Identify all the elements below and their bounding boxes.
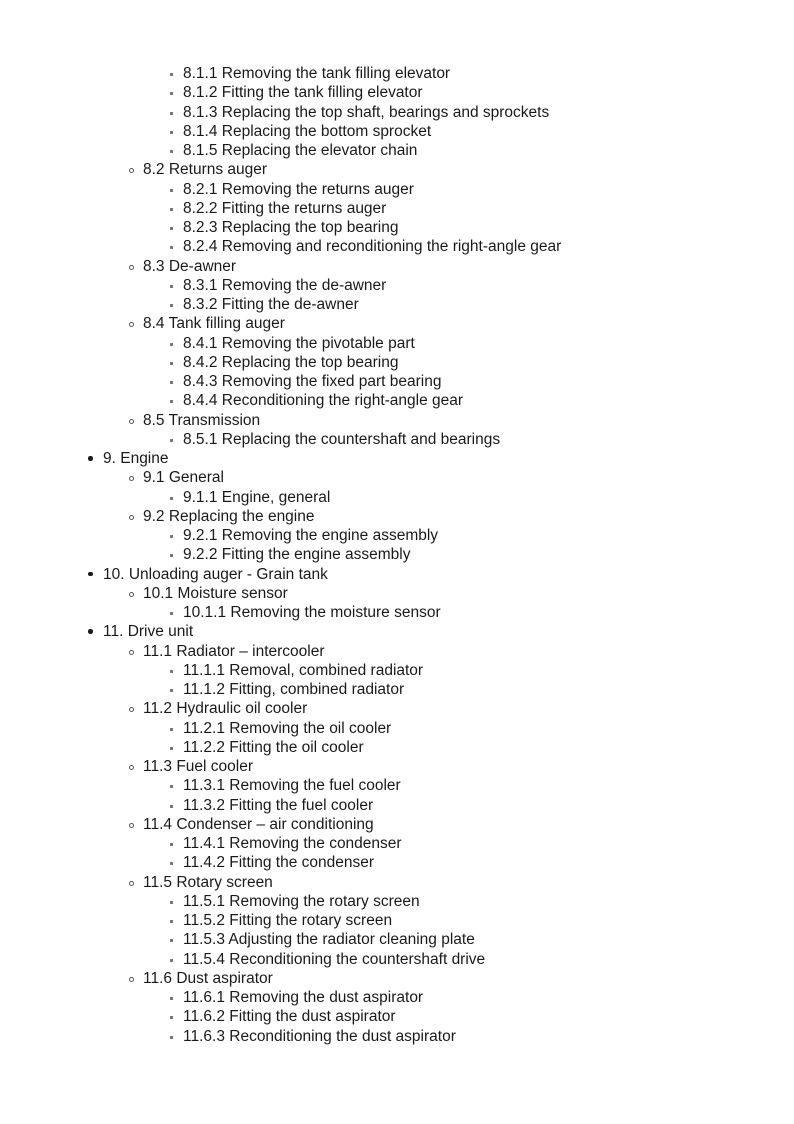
toc-item-level-2[interactable] [0, 314, 794, 333]
toc-item-label: 11.5.4 Reconditioning the countershaft drive [183, 950, 486, 968]
toc-item-label: 9. Engine [103, 450, 169, 467]
toc-item-label: 9.1 General [143, 469, 224, 487]
table-of-contents [0, 64, 794, 1046]
toc-item-label: 8.3 De-awner [143, 257, 237, 275]
toc-item-level-3[interactable] [0, 603, 794, 622]
toc-item-label: 11.5.1 Removing the rotary screen [183, 892, 420, 910]
toc-item-level-3[interactable] [0, 218, 794, 237]
toc-item-level-3[interactable] [0, 738, 794, 757]
toc-item-level-3[interactable] [0, 64, 794, 83]
toc-item-label: 8.3.2 Fitting the de-awner [183, 296, 359, 313]
toc-item-label: 8.4.3 Removing the fixed part bearing [183, 373, 442, 390]
toc-item-label: 11.5.2 Fitting the rotary screen [183, 912, 393, 929]
toc-item-label: 11.3.2 Fitting the fuel cooler [183, 796, 374, 814]
toc-item-label: 11.6 Dust aspirator [143, 969, 273, 987]
toc-item-label: 8.1.4 Replacing the bottom sprocket [183, 122, 432, 140]
toc-item-level-2[interactable] [0, 757, 794, 776]
toc-item-label: 8.1.5 Replacing the elevator chain [183, 142, 418, 159]
toc-item-level-3[interactable] [0, 661, 794, 680]
toc-item-label: 8.1.1 Removing the tank filling elevator [183, 65, 451, 82]
toc-item-label: 8.5 Transmission [143, 411, 261, 429]
toc-item-level-3[interactable] [0, 776, 794, 795]
toc-item-label: 8.2.3 Replacing the top bearing [183, 219, 399, 236]
toc-item-label: 11.4.1 Removing the condenser [183, 835, 402, 852]
toc-item-level-2[interactable] [0, 699, 794, 718]
toc-item-label: 10.1.1 Removing the moisture sensor [183, 604, 441, 621]
toc-item-level-3[interactable] [0, 526, 794, 545]
toc-item-level-3[interactable] [0, 103, 794, 122]
toc-item-level-3[interactable] [0, 680, 794, 699]
toc-item-level-3[interactable] [0, 353, 794, 372]
toc-item-label: 11.2.1 Removing the oil cooler [183, 719, 392, 737]
toc-item-level-3[interactable] [0, 83, 794, 102]
toc-item-level-3[interactable] [0, 796, 794, 815]
toc-item-level-3[interactable] [0, 834, 794, 853]
toc-item-label: 11.2.2 Fitting the oil cooler [183, 738, 364, 756]
toc-item-label: 8.4.2 Replacing the top bearing [183, 353, 399, 371]
toc-item-label: 11.3 Fuel cooler [143, 758, 253, 775]
toc-item-level-3[interactable] [0, 199, 794, 218]
toc-item-label: 11.2 Hydraulic oil cooler [143, 700, 308, 718]
toc-item-label: 11.6.1 Removing the dust aspirator [183, 989, 424, 1006]
toc-item-level-3[interactable] [0, 391, 794, 410]
toc-item-level-3[interactable] [0, 237, 794, 256]
toc-item-level-3[interactable] [0, 372, 794, 391]
toc-item-label: 11.1 Radiator – intercooler [143, 642, 325, 660]
toc-item-label: 9.2.2 Fitting the engine assembly [183, 546, 411, 564]
toc-item-label: 8.1.2 Fitting the tank filling elevator [183, 84, 423, 102]
toc-item-label: 8.2.1 Removing the returns auger [183, 180, 414, 198]
toc-item-label: 8.4 Tank filling auger [143, 315, 285, 333]
toc-item-level-3[interactable] [0, 334, 794, 353]
toc-item-label: 8.3.1 Removing the de-awner [183, 276, 387, 294]
toc-item-level-2[interactable] [0, 468, 794, 487]
toc-item-level-3[interactable] [0, 911, 794, 930]
toc-item-label: 11.3.1 Removing the fuel cooler [183, 777, 401, 795]
toc-item-level-3[interactable] [0, 295, 794, 314]
toc-item-level-1[interactable] [0, 565, 794, 584]
toc-item-level-3[interactable] [0, 141, 794, 160]
toc-item-level-2[interactable] [0, 160, 794, 179]
toc-item-label: 11.1.2 Fitting, combined radiator [183, 681, 405, 698]
toc-item-level-2[interactable] [0, 584, 794, 603]
toc-item-level-3[interactable] [0, 488, 794, 507]
toc-item-level-3[interactable] [0, 719, 794, 738]
toc-item-label: 11.6.2 Fitting the dust aspirator [183, 1008, 396, 1026]
toc-item-label: 9.2 Replacing the engine [143, 507, 315, 525]
toc-item-label: 8.4.4 Reconditioning the right-angle gear [183, 392, 464, 410]
toc-item-label: 11.4.2 Fitting the condenser [183, 854, 375, 872]
toc-item-label: 8.2.4 Removing and reconditioning the right-angle gear [183, 238, 562, 256]
toc-item-level-2[interactable] [0, 642, 794, 661]
toc-item-label: 11. Drive unit [103, 623, 194, 641]
toc-item-label: 10.1 Moisture sensor [143, 584, 288, 602]
toc-item-level-3[interactable] [0, 930, 794, 949]
toc-item-level-3[interactable] [0, 892, 794, 911]
toc-item-label: 11.6.3 Reconditioning the dust aspirator [183, 1027, 456, 1045]
toc-item-label: 11.1.1 Removal, combined radiator [183, 661, 424, 679]
toc-item-level-3[interactable] [0, 122, 794, 141]
toc-item-level-3[interactable] [0, 950, 794, 969]
toc-item-level-2[interactable] [0, 969, 794, 988]
toc-item-label: 8.2.2 Fitting the returns auger [183, 199, 387, 217]
toc-item-label: 9.1.1 Engine, general [183, 488, 331, 506]
toc-item-level-1[interactable] [0, 622, 794, 641]
toc-item-label: 11.5.3 Adjusting the radiator cleaning plate [183, 931, 475, 949]
toc-item-level-3[interactable] [0, 545, 794, 564]
toc-item-level-3[interactable] [0, 988, 794, 1007]
toc-item-label: 11.5 Rotary screen [143, 873, 273, 891]
toc-item-level-3[interactable] [0, 1007, 794, 1026]
toc-item-level-3[interactable] [0, 430, 794, 449]
toc-item-level-3[interactable] [0, 853, 794, 872]
toc-item-level-2[interactable] [0, 507, 794, 526]
toc-item-level-2[interactable] [0, 257, 794, 276]
toc-item-level-2[interactable] [0, 815, 794, 834]
toc-item-level-2[interactable] [0, 411, 794, 430]
toc-item-label: 8.1.3 Replacing the top shaft, bearings and sprockets [183, 103, 550, 121]
toc-item-label: 8.2 Returns auger [143, 161, 268, 179]
toc-item-label: 11.4 Condenser – air conditioning [143, 815, 374, 833]
toc-item-label: 8.4.1 Removing the pivotable part [183, 334, 415, 352]
toc-item-level-3[interactable] [0, 276, 794, 295]
toc-item-label: 10. Unloading auger - Grain tank [103, 565, 328, 583]
toc-item-level-2[interactable] [0, 873, 794, 892]
toc-item-label: 9.2.1 Removing the engine assembly [183, 527, 439, 544]
toc-item-label: 8.5.1 Replacing the countershaft and bearings [183, 430, 501, 448]
toc-item-level-3[interactable] [0, 180, 794, 199]
toc-item-level-3[interactable] [0, 1027, 794, 1046]
toc-item-level-1[interactable] [0, 449, 794, 468]
